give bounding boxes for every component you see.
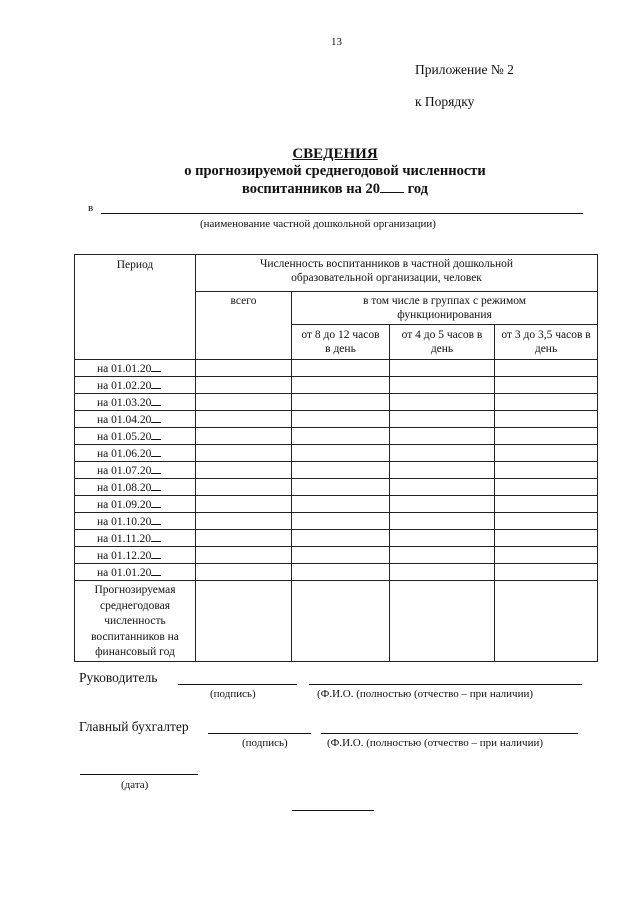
value-cell[interactable] [390,428,495,445]
value-cell[interactable] [196,428,292,445]
accountant-label: Главный бухгалтер [79,719,189,734]
value-cell[interactable] [390,547,495,564]
value-cell[interactable] [196,547,292,564]
footer-divider [292,810,374,811]
value-cell[interactable] [390,479,495,496]
value-cell[interactable] [292,377,390,394]
value-cell[interactable] [390,462,495,479]
value-cell[interactable] [495,462,598,479]
org-prefix: в [88,202,94,214]
value-cell[interactable] [196,360,292,377]
value-cell[interactable] [495,496,598,513]
value-cell[interactable] [196,530,292,547]
value-cell[interactable] [292,360,390,377]
head-name-field[interactable] [309,684,582,685]
header-period: Период [75,255,196,360]
accountant-name-caption: (Ф.И.О. (полностью (отчество – при наличии) [327,737,544,749]
period-cell: на 01.12.20 [75,547,196,564]
value-cell[interactable] [495,394,598,411]
value-cell[interactable] [196,377,292,394]
value-cell[interactable] [390,394,495,411]
value-cell[interactable] [292,411,390,428]
period-cell: на 01.05.20 [75,428,196,445]
value-cell[interactable] [495,530,598,547]
value-cell[interactable] [390,513,495,530]
period-cell: на 01.07.20 [75,462,196,479]
value-cell[interactable] [196,479,292,496]
value-cell[interactable] [495,513,598,530]
head-label: Руководитель [79,670,158,685]
head-sign-caption: (подпись) [210,688,256,700]
value-cell[interactable] [390,377,495,394]
head-name-caption: (Ф.И.О. (полностью (отчество – при наличии) [317,688,534,700]
value-cell[interactable] [390,445,495,462]
table-row [75,530,598,547]
period-cell: на 01.04.20 [75,411,196,428]
period-cell: на 01.01.20 [75,360,196,377]
value-cell[interactable] [196,581,292,662]
table-row [75,445,598,462]
header-groups: в том числе в группах с режимом функционирования [292,292,598,325]
value-cell[interactable] [292,547,390,564]
header-col-8-12: от 8 до 12 часов в день [292,325,390,360]
title-line-3 [0,180,640,198]
value-cell[interactable] [196,496,292,513]
title-main: СВЕДЕНИЯ [292,146,378,162]
period-cell: на 01.11.20 [75,530,196,547]
value-cell[interactable] [390,411,495,428]
org-name-field[interactable] [101,213,583,214]
value-cell[interactable] [292,445,390,462]
page-number: 13 [331,36,342,48]
table-row [75,411,598,428]
year-blank[interactable] [380,180,404,193]
value-cell[interactable] [390,496,495,513]
value-cell[interactable] [292,479,390,496]
value-cell[interactable] [292,564,390,581]
value-cell[interactable] [495,360,598,377]
value-cell[interactable] [292,496,390,513]
date-field[interactable] [80,774,198,775]
value-cell[interactable] [390,581,495,662]
table-row [75,564,598,581]
value-cell[interactable] [495,581,598,662]
appendix-label: Приложение № 2 [415,62,514,77]
period-cell: на 01.08.20 [75,479,196,496]
period-cell: на 01.03.20 [75,394,196,411]
header-count: Численность воспитанников в частной дошкольной образовательной организации, человек [196,255,598,292]
value-cell[interactable] [495,428,598,445]
value-cell[interactable] [495,547,598,564]
value-cell[interactable] [196,445,292,462]
value-cell[interactable] [495,445,598,462]
value-cell[interactable] [196,411,292,428]
value-cell[interactable] [196,564,292,581]
accountant-signature-field[interactable] [208,733,311,734]
table-row [75,547,598,564]
period-cell: на 01.10.20 [75,513,196,530]
value-cell[interactable] [292,428,390,445]
order-reference: к Порядку [415,94,475,109]
value-cell[interactable] [390,360,495,377]
table-row [75,496,598,513]
period-cell: на 01.01.20 [75,564,196,581]
value-cell[interactable] [196,513,292,530]
header-col-4-5: от 4 до 5 часов в день [390,325,495,360]
value-cell[interactable] [390,530,495,547]
table-row [75,394,598,411]
table-row [75,428,598,445]
value-cell[interactable] [495,479,598,496]
forecast-label: Прогнозируемая среднегодовая численность воспитанников на финансовый год [75,581,196,662]
forecast-row [75,581,598,662]
period-cell: на 01.09.20 [75,496,196,513]
accountant-name-field[interactable] [321,733,578,734]
value-cell[interactable] [390,564,495,581]
head-signature-field[interactable] [178,684,297,685]
period-cell: на 01.06.20 [75,445,196,462]
header-total: всего [196,292,292,360]
date-caption: (дата) [121,779,149,791]
data-table [74,254,598,662]
value-cell[interactable] [292,462,390,479]
table-row [75,462,598,479]
value-cell[interactable] [495,564,598,581]
value-cell[interactable] [196,394,292,411]
header-col-3-35: от 3 до 3,5 часов в день [495,325,598,360]
value-cell[interactable] [495,377,598,394]
value-cell[interactable] [196,462,292,479]
table-row [75,360,598,377]
org-name-caption: (наименование частной дошкольной организации) [200,218,436,230]
title-line-2: о прогнозируемой среднегодовой численности [184,163,486,179]
table-row [75,479,598,496]
period-cell: на 01.02.20 [75,377,196,394]
table-row [75,377,598,394]
title-year-prefix: воспитанников на 20 [242,181,380,197]
accountant-sign-caption: (подпись) [242,737,288,749]
value-cell[interactable] [292,513,390,530]
value-cell[interactable] [292,581,390,662]
table-row [75,513,598,530]
value-cell[interactable] [495,411,598,428]
document-title [0,146,640,198]
value-cell[interactable] [292,394,390,411]
value-cell[interactable] [292,530,390,547]
title-year-suffix: год [407,181,428,197]
